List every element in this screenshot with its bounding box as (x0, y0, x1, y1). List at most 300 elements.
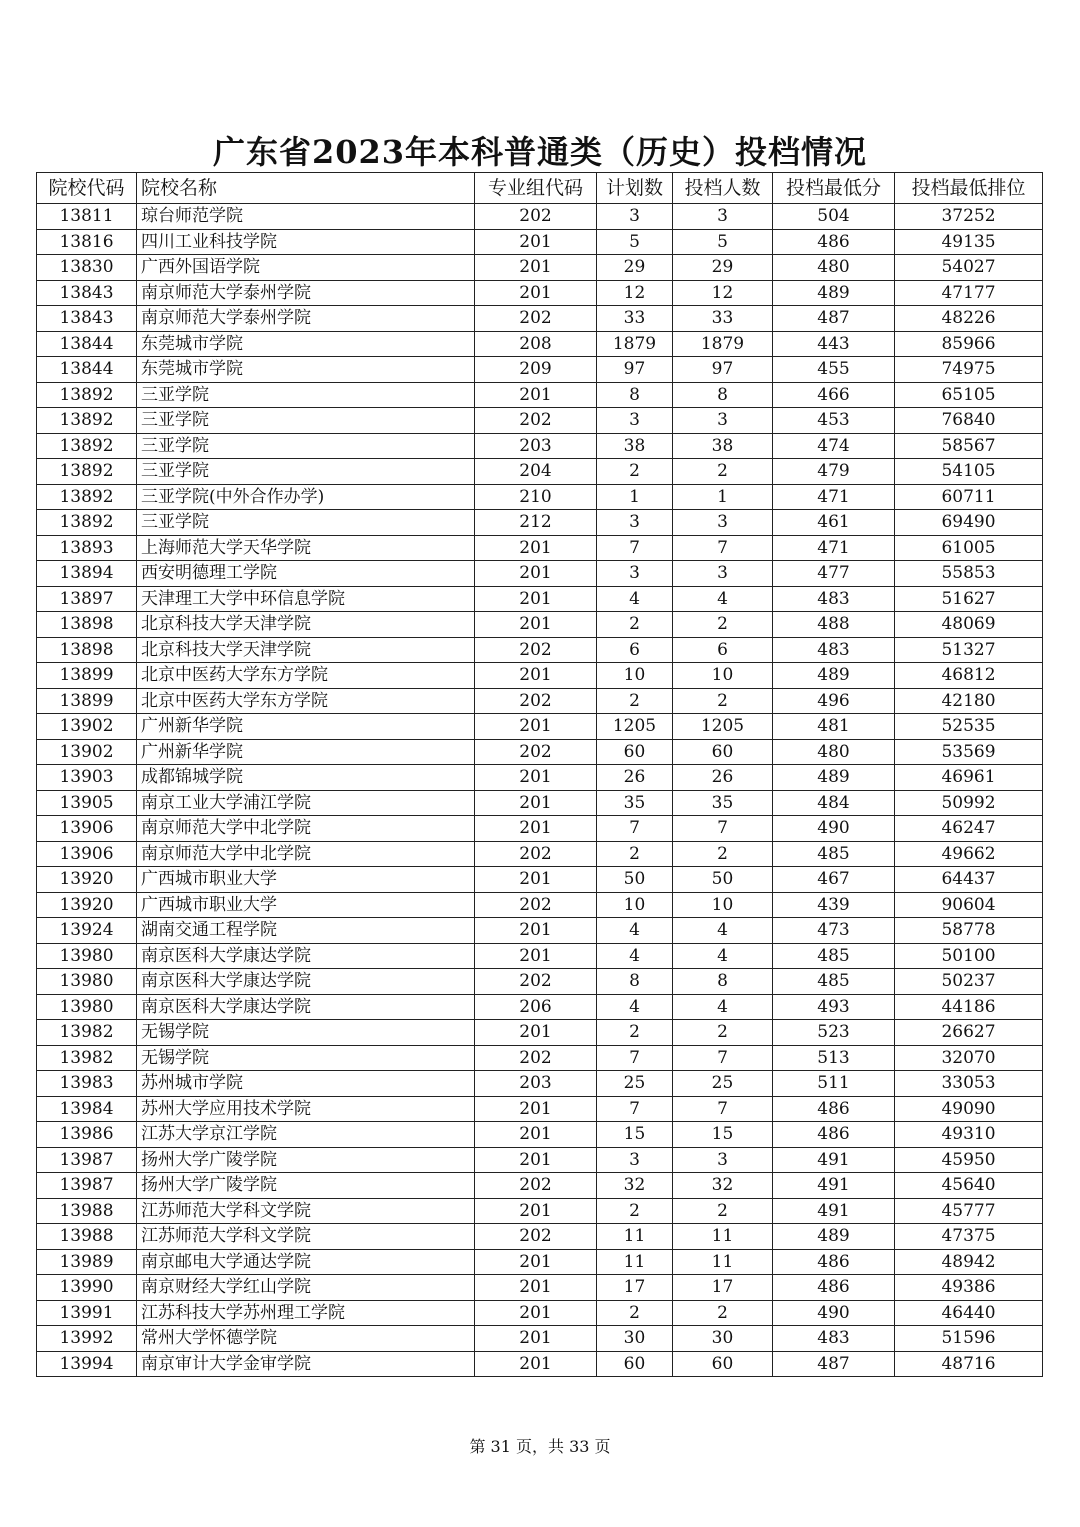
cell-min-score: 483 (773, 1326, 895, 1352)
cell-group-code: 201 (475, 1122, 597, 1148)
cell-admitted-count: 7 (673, 1045, 773, 1071)
cell-school-code: 13987 (37, 1147, 137, 1173)
cell-school-code: 13982 (37, 1045, 137, 1071)
col-header-admitted-count: 投档人数 (673, 173, 773, 204)
cell-min-score: 486 (773, 1096, 895, 1122)
cell-admitted-count: 30 (673, 1326, 773, 1352)
cell-admitted-count: 2 (673, 841, 773, 867)
cell-school-code: 13830 (37, 255, 137, 281)
cell-min-score: 490 (773, 1300, 895, 1326)
table-row (37, 408, 1043, 434)
cell-plan-count: 26 (597, 765, 673, 791)
cell-school-code: 13906 (37, 841, 137, 867)
cell-min-score: 466 (773, 382, 895, 408)
cell-min-rank: 53569 (895, 739, 1043, 765)
cell-school-code: 13982 (37, 1020, 137, 1046)
cell-min-rank: 26627 (895, 1020, 1043, 1046)
cell-admitted-count: 3 (673, 561, 773, 587)
table-row (37, 765, 1043, 791)
cell-min-score: 485 (773, 969, 895, 995)
cell-school-name: 广西城市职业大学 (137, 867, 475, 893)
table-row (37, 306, 1043, 332)
cell-plan-count: 4 (597, 586, 673, 612)
table-row (37, 510, 1043, 536)
cell-school-code: 13920 (37, 892, 137, 918)
cell-admitted-count: 4 (673, 918, 773, 944)
cell-admitted-count: 26 (673, 765, 773, 791)
cell-admitted-count: 2 (673, 459, 773, 485)
cell-group-code: 203 (475, 1071, 597, 1097)
cell-min-rank: 58567 (895, 433, 1043, 459)
table-row (37, 892, 1043, 918)
cell-school-name: 江苏大学京江学院 (137, 1122, 475, 1148)
cell-school-name: 扬州大学广陵学院 (137, 1147, 475, 1173)
table-row (37, 1275, 1043, 1301)
cell-plan-count: 3 (597, 204, 673, 230)
cell-school-code: 13990 (37, 1275, 137, 1301)
cell-plan-count: 50 (597, 867, 673, 893)
cell-plan-count: 12 (597, 280, 673, 306)
cell-min-score: 474 (773, 433, 895, 459)
cell-school-name: 广州新华学院 (137, 714, 475, 740)
cell-min-score: 479 (773, 459, 895, 485)
cell-school-code: 13980 (37, 969, 137, 995)
cell-min-rank: 33053 (895, 1071, 1043, 1097)
cell-admitted-count: 2 (673, 1300, 773, 1326)
table-row (37, 280, 1043, 306)
table-row (37, 867, 1043, 893)
cell-school-name: 东莞城市学院 (137, 357, 475, 383)
col-header-school-code: 院校代码 (37, 173, 137, 204)
cell-min-score: 486 (773, 229, 895, 255)
table-row (37, 994, 1043, 1020)
table-row (37, 790, 1043, 816)
cell-min-score: 489 (773, 663, 895, 689)
cell-plan-count: 3 (597, 561, 673, 587)
cell-min-score: 439 (773, 892, 895, 918)
cell-group-code: 201 (475, 1275, 597, 1301)
cell-min-score: 486 (773, 1122, 895, 1148)
cell-admitted-count: 33 (673, 306, 773, 332)
cell-school-code: 13984 (37, 1096, 137, 1122)
table-row (37, 1224, 1043, 1250)
cell-school-name: 四川工业科技学院 (137, 229, 475, 255)
cell-admitted-count: 38 (673, 433, 773, 459)
table-row (37, 739, 1043, 765)
table-row (37, 688, 1043, 714)
cell-min-score: 461 (773, 510, 895, 536)
cell-plan-count: 4 (597, 918, 673, 944)
cell-min-score: 491 (773, 1198, 895, 1224)
cell-plan-count: 2 (597, 841, 673, 867)
cell-min-score: 471 (773, 484, 895, 510)
cell-min-score: 473 (773, 918, 895, 944)
cell-school-name: 广州新华学院 (137, 739, 475, 765)
cell-group-code: 202 (475, 408, 597, 434)
cell-min-score: 480 (773, 739, 895, 765)
cell-min-score: 523 (773, 1020, 895, 1046)
cell-plan-count: 25 (597, 1071, 673, 1097)
cell-admitted-count: 97 (673, 357, 773, 383)
cell-admitted-count: 8 (673, 382, 773, 408)
cell-school-name: 东莞城市学院 (137, 331, 475, 357)
cell-min-rank: 48942 (895, 1249, 1043, 1275)
cell-admitted-count: 3 (673, 204, 773, 230)
table-row (37, 1045, 1043, 1071)
cell-min-rank: 50237 (895, 969, 1043, 995)
cell-min-score: 486 (773, 1249, 895, 1275)
cell-school-name: 江苏师范大学科文学院 (137, 1198, 475, 1224)
cell-school-name: 南京师范大学泰州学院 (137, 306, 475, 332)
cell-min-rank: 49310 (895, 1122, 1043, 1148)
cell-min-rank: 90604 (895, 892, 1043, 918)
cell-group-code: 201 (475, 1351, 597, 1377)
cell-school-code: 13898 (37, 637, 137, 663)
cell-min-rank: 47177 (895, 280, 1043, 306)
cell-group-code: 201 (475, 714, 597, 740)
cell-admitted-count: 2 (673, 1198, 773, 1224)
cell-school-code: 13980 (37, 994, 137, 1020)
cell-min-rank: 74975 (895, 357, 1043, 383)
cell-school-name: 南京医科大学康达学院 (137, 943, 475, 969)
table-row (37, 943, 1043, 969)
cell-plan-count: 38 (597, 433, 673, 459)
cell-admitted-count: 11 (673, 1224, 773, 1250)
cell-admitted-count: 2 (673, 688, 773, 714)
cell-min-rank: 85966 (895, 331, 1043, 357)
cell-plan-count: 11 (597, 1249, 673, 1275)
table-row (37, 1020, 1043, 1046)
cell-min-rank: 54105 (895, 459, 1043, 485)
cell-school-name: 天津理工大学中环信息学院 (137, 586, 475, 612)
cell-group-code: 201 (475, 790, 597, 816)
cell-admitted-count: 7 (673, 1096, 773, 1122)
table-row (37, 1351, 1043, 1377)
table-row (37, 1249, 1043, 1275)
cell-min-score: 483 (773, 637, 895, 663)
cell-min-rank: 52535 (895, 714, 1043, 740)
cell-min-rank: 46812 (895, 663, 1043, 689)
cell-min-rank: 69490 (895, 510, 1043, 536)
cell-school-code: 13892 (37, 408, 137, 434)
header-row (37, 173, 1043, 204)
cell-admitted-count: 60 (673, 1351, 773, 1377)
cell-min-score: 471 (773, 535, 895, 561)
cell-min-rank: 46247 (895, 816, 1043, 842)
cell-school-code: 13983 (37, 1071, 137, 1097)
cell-min-rank: 32070 (895, 1045, 1043, 1071)
cell-plan-count: 7 (597, 1045, 673, 1071)
cell-min-score: 481 (773, 714, 895, 740)
page-title: 广东省2023年本科普通类（历史）投档情况 (212, 133, 868, 171)
cell-admitted-count: 2 (673, 1020, 773, 1046)
cell-admitted-count: 32 (673, 1173, 773, 1199)
cell-plan-count: 4 (597, 943, 673, 969)
table-row (37, 637, 1043, 663)
cell-school-code: 13844 (37, 331, 137, 357)
cell-min-score: 496 (773, 688, 895, 714)
cell-group-code: 210 (475, 484, 597, 510)
cell-plan-count: 2 (597, 688, 673, 714)
cell-min-rank: 44186 (895, 994, 1043, 1020)
cell-min-rank: 60711 (895, 484, 1043, 510)
cell-admitted-count: 6 (673, 637, 773, 663)
cell-group-code: 202 (475, 739, 597, 765)
cell-min-score: 443 (773, 331, 895, 357)
cell-min-rank: 50100 (895, 943, 1043, 969)
table-row (37, 1096, 1043, 1122)
cell-school-name: 成都锦城学院 (137, 765, 475, 791)
cell-admitted-count: 17 (673, 1275, 773, 1301)
cell-group-code: 201 (475, 816, 597, 842)
cell-admitted-count: 8 (673, 969, 773, 995)
cell-plan-count: 4 (597, 994, 673, 1020)
cell-school-code: 13843 (37, 280, 137, 306)
page-footer: 第 31 页，共 33 页 (469, 1437, 611, 1456)
cell-group-code: 202 (475, 1224, 597, 1250)
cell-plan-count: 60 (597, 739, 673, 765)
cell-admitted-count: 11 (673, 1249, 773, 1275)
cell-min-score: 477 (773, 561, 895, 587)
cell-plan-count: 32 (597, 1173, 673, 1199)
cell-school-name: 江苏科技大学苏州理工学院 (137, 1300, 475, 1326)
cell-min-rank: 45777 (895, 1198, 1043, 1224)
cell-admitted-count: 2 (673, 612, 773, 638)
cell-plan-count: 11 (597, 1224, 673, 1250)
cell-school-code: 13992 (37, 1326, 137, 1352)
cell-min-score: 485 (773, 943, 895, 969)
admission-table (36, 172, 1043, 1377)
cell-school-name: 南京财经大学红山学院 (137, 1275, 475, 1301)
cell-group-code: 201 (475, 561, 597, 587)
cell-min-score: 488 (773, 612, 895, 638)
cell-school-name: 南京邮电大学通达学院 (137, 1249, 475, 1275)
cell-min-rank: 64437 (895, 867, 1043, 893)
cell-plan-count: 15 (597, 1122, 673, 1148)
cell-admitted-count: 3 (673, 408, 773, 434)
table-row (37, 561, 1043, 587)
cell-plan-count: 1 (597, 484, 673, 510)
table-row (37, 255, 1043, 281)
cell-plan-count: 2 (597, 612, 673, 638)
table-row (37, 357, 1043, 383)
cell-min-score: 504 (773, 204, 895, 230)
cell-plan-count: 2 (597, 459, 673, 485)
cell-min-rank: 48069 (895, 612, 1043, 638)
cell-plan-count: 97 (597, 357, 673, 383)
cell-school-name: 北京科技大学天津学院 (137, 612, 475, 638)
table-row (37, 433, 1043, 459)
cell-group-code: 202 (475, 637, 597, 663)
cell-group-code: 201 (475, 1147, 597, 1173)
cell-school-name: 西安明德理工学院 (137, 561, 475, 587)
cell-group-code: 209 (475, 357, 597, 383)
cell-school-code: 13902 (37, 714, 137, 740)
cell-school-name: 江苏师范大学科文学院 (137, 1224, 475, 1250)
cell-school-code: 13906 (37, 816, 137, 842)
cell-group-code: 202 (475, 969, 597, 995)
cell-plan-count: 8 (597, 382, 673, 408)
cell-plan-count: 2 (597, 1198, 673, 1224)
cell-group-code: 202 (475, 1045, 597, 1071)
cell-admitted-count: 7 (673, 535, 773, 561)
cell-min-rank: 65105 (895, 382, 1043, 408)
cell-min-rank: 48716 (895, 1351, 1043, 1377)
cell-min-rank: 48226 (895, 306, 1043, 332)
col-header-group-code: 专业组代码 (475, 173, 597, 204)
cell-school-name: 北京科技大学天津学院 (137, 637, 475, 663)
cell-min-score: 483 (773, 586, 895, 612)
cell-school-name: 南京医科大学康达学院 (137, 994, 475, 1020)
cell-min-score: 453 (773, 408, 895, 434)
cell-plan-count: 1205 (597, 714, 673, 740)
table-row (37, 229, 1043, 255)
cell-min-rank: 55853 (895, 561, 1043, 587)
cell-plan-count: 7 (597, 1096, 673, 1122)
cell-group-code: 201 (475, 765, 597, 791)
table-row (37, 1147, 1043, 1173)
cell-plan-count: 7 (597, 535, 673, 561)
cell-school-name: 三亚学院 (137, 408, 475, 434)
cell-school-name: 南京医科大学康达学院 (137, 969, 475, 995)
cell-group-code: 201 (475, 229, 597, 255)
cell-min-score: 493 (773, 994, 895, 1020)
cell-group-code: 201 (475, 867, 597, 893)
cell-admitted-count: 1 (673, 484, 773, 510)
cell-group-code: 202 (475, 1173, 597, 1199)
cell-plan-count: 3 (597, 510, 673, 536)
cell-school-code: 13898 (37, 612, 137, 638)
cell-school-name: 北京中医药大学东方学院 (137, 663, 475, 689)
cell-min-rank: 51596 (895, 1326, 1043, 1352)
cell-school-name: 南京师范大学泰州学院 (137, 280, 475, 306)
cell-min-rank: 42180 (895, 688, 1043, 714)
cell-school-name: 三亚学院 (137, 510, 475, 536)
cell-school-name: 琼台师范学院 (137, 204, 475, 230)
cell-min-rank: 45640 (895, 1173, 1043, 1199)
cell-min-score: 455 (773, 357, 895, 383)
cell-group-code: 202 (475, 204, 597, 230)
cell-school-code: 13988 (37, 1224, 137, 1250)
cell-plan-count: 7 (597, 816, 673, 842)
cell-group-code: 201 (475, 535, 597, 561)
table-row (37, 204, 1043, 230)
cell-min-rank: 37252 (895, 204, 1043, 230)
cell-school-name: 南京审计大学金审学院 (137, 1351, 475, 1377)
cell-group-code: 201 (475, 1096, 597, 1122)
cell-min-score: 485 (773, 841, 895, 867)
col-header-min-rank: 投档最低排位 (895, 173, 1043, 204)
cell-group-code: 206 (475, 994, 597, 1020)
cell-school-name: 广西外国语学院 (137, 255, 475, 281)
cell-group-code: 201 (475, 1249, 597, 1275)
cell-admitted-count: 25 (673, 1071, 773, 1097)
cell-admitted-count: 10 (673, 663, 773, 689)
cell-admitted-count: 4 (673, 994, 773, 1020)
cell-school-code: 13897 (37, 586, 137, 612)
cell-school-code: 13892 (37, 510, 137, 536)
cell-group-code: 201 (475, 586, 597, 612)
cell-min-score: 487 (773, 1351, 895, 1377)
cell-school-code: 13816 (37, 229, 137, 255)
col-header-plan-count: 计划数 (597, 173, 673, 204)
cell-plan-count: 17 (597, 1275, 673, 1301)
cell-plan-count: 29 (597, 255, 673, 281)
table-row (37, 586, 1043, 612)
cell-group-code: 201 (475, 382, 597, 408)
table-row (37, 663, 1043, 689)
cell-school-name: 上海师范大学天华学院 (137, 535, 475, 561)
cell-admitted-count: 35 (673, 790, 773, 816)
cell-school-code: 13987 (37, 1173, 137, 1199)
table-row (37, 1198, 1043, 1224)
table-row (37, 1300, 1043, 1326)
table-row (37, 918, 1043, 944)
cell-admitted-count: 7 (673, 816, 773, 842)
cell-admitted-count: 60 (673, 739, 773, 765)
cell-group-code: 202 (475, 841, 597, 867)
cell-school-name: 广西城市职业大学 (137, 892, 475, 918)
col-header-school-name: 院校名称 (137, 173, 475, 204)
cell-admitted-count: 50 (673, 867, 773, 893)
cell-min-rank: 46440 (895, 1300, 1043, 1326)
cell-plan-count: 5 (597, 229, 673, 255)
cell-school-code: 13905 (37, 790, 137, 816)
table-row (37, 1122, 1043, 1148)
cell-plan-count: 6 (597, 637, 673, 663)
cell-plan-count: 2 (597, 1300, 673, 1326)
cell-group-code: 201 (475, 943, 597, 969)
table-row (37, 459, 1043, 485)
cell-school-code: 13899 (37, 663, 137, 689)
cell-min-rank: 51327 (895, 637, 1043, 663)
cell-school-code: 13892 (37, 459, 137, 485)
cell-school-name: 南京师范大学中北学院 (137, 841, 475, 867)
cell-min-rank: 76840 (895, 408, 1043, 434)
table-row (37, 714, 1043, 740)
cell-plan-count: 3 (597, 1147, 673, 1173)
cell-min-score: 489 (773, 280, 895, 306)
cell-group-code: 204 (475, 459, 597, 485)
cell-school-name: 无锡学院 (137, 1045, 475, 1071)
cell-school-code: 13844 (37, 357, 137, 383)
cell-school-name: 三亚学院 (137, 433, 475, 459)
cell-min-rank: 46961 (895, 765, 1043, 791)
col-header-min-score: 投档最低分 (773, 173, 895, 204)
cell-school-code: 13811 (37, 204, 137, 230)
cell-admitted-count: 10 (673, 892, 773, 918)
table-row (37, 816, 1043, 842)
cell-group-code: 201 (475, 255, 597, 281)
cell-school-code: 13920 (37, 867, 137, 893)
cell-school-code: 13980 (37, 943, 137, 969)
cell-school-code: 13902 (37, 739, 137, 765)
cell-min-score: 484 (773, 790, 895, 816)
cell-group-code: 201 (475, 918, 597, 944)
cell-school-code: 13924 (37, 918, 137, 944)
table-row (37, 535, 1043, 561)
cell-min-rank: 49662 (895, 841, 1043, 867)
table-row (37, 484, 1043, 510)
cell-school-code: 13892 (37, 382, 137, 408)
cell-school-name: 南京师范大学中北学院 (137, 816, 475, 842)
table-row (37, 841, 1043, 867)
cell-plan-count: 30 (597, 1326, 673, 1352)
cell-school-code: 13991 (37, 1300, 137, 1326)
cell-plan-count: 10 (597, 892, 673, 918)
cell-school-code: 13989 (37, 1249, 137, 1275)
cell-min-score: 490 (773, 816, 895, 842)
